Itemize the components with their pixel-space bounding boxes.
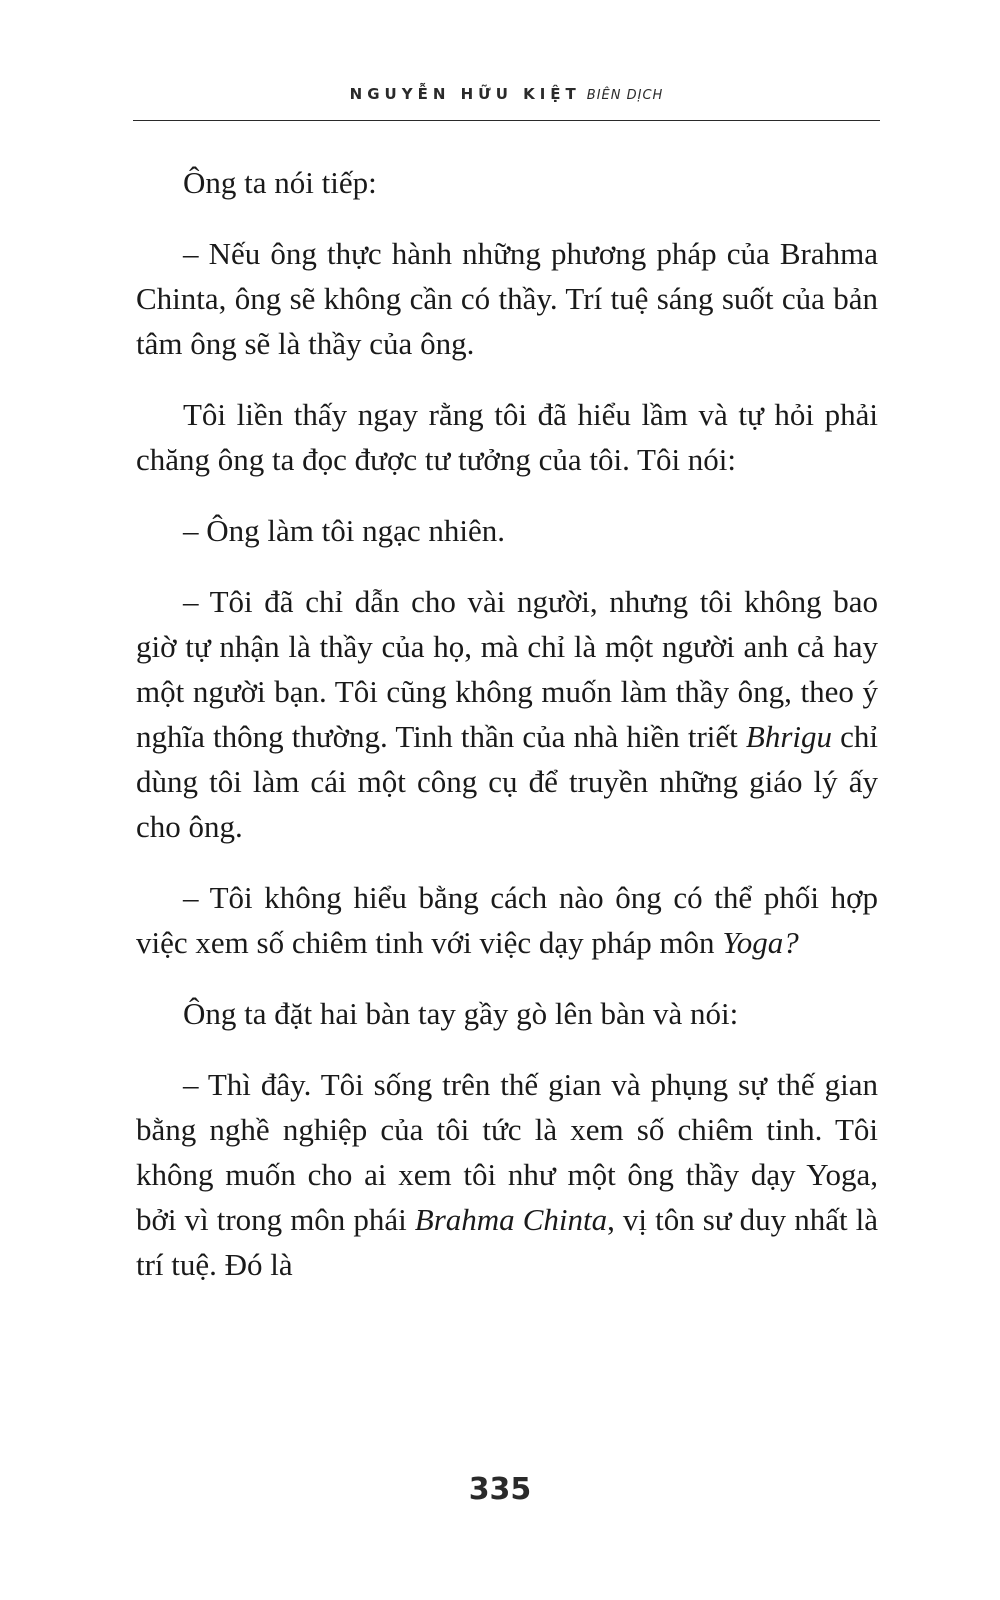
body-text bbox=[136, 160, 878, 1313]
italic-term: Bhrigu bbox=[745, 719, 833, 754]
header-author: NGUYỄN HỮU KIỆT bbox=[349, 85, 581, 103]
running-head bbox=[133, 84, 880, 121]
paragraph: Ông ta nói tiếp: bbox=[183, 165, 377, 200]
paragraph: Ông ta đặt hai bàn tay gầy gò lên bàn và nói: bbox=[183, 996, 739, 1031]
paragraph: – Ông làm tôi ngạc nhiên. bbox=[183, 513, 505, 548]
paragraph: – Thì đây. Tôi sống trên thế gian và phụng sự thế gian bằng nghề nghiệp của tôi tức là xem số chiêm tinh. Tôi không muốn cho ai xem tôi như một ông thầy dạy Yoga, bởi vì trong môn phái Brahma Chinta, vị tôn sư duy nhất là trí tuệ. Đó là bbox=[136, 1067, 878, 1282]
paragraph: Tôi liền thấy ngay rằng tôi đã hiểu lầm và tự hỏi phải chăng ông ta đọc được tư tưởng của tôi. Tôi nói: bbox=[136, 397, 878, 477]
paragraph: – Nếu ông thực hành những phương pháp của Brahma Chinta, ông sẽ không cần có thầy. Trí tuệ sáng suốt của bản tâm ông sẽ là thầy của ông. bbox=[136, 236, 878, 361]
paragraph: – Tôi không hiểu bằng cách nào ông có thể phối hợp việc xem số chiêm tinh với việc dạy pháp môn Yoga? bbox=[136, 880, 878, 960]
page-number: 335 bbox=[468, 1472, 532, 1507]
paragraph: – Tôi đã chỉ dẫn cho vài người, nhưng tôi không bao giờ tự nhận là thầy của họ, mà chỉ là một người anh cả hay một người bạn. Tôi cũng không muốn làm thầy ông, theo ý nghĩa thông thường. Tinh thần của nhà hiền triết Bhrigu chỉ dùng tôi làm cái một công cụ để truyền những giáo lý ấy cho ông. bbox=[136, 584, 878, 844]
italic-term: Yoga? bbox=[722, 925, 799, 960]
italic-term: Brahma Chinta bbox=[414, 1202, 608, 1237]
header-role: BIÊN DỊCH bbox=[586, 88, 664, 103]
